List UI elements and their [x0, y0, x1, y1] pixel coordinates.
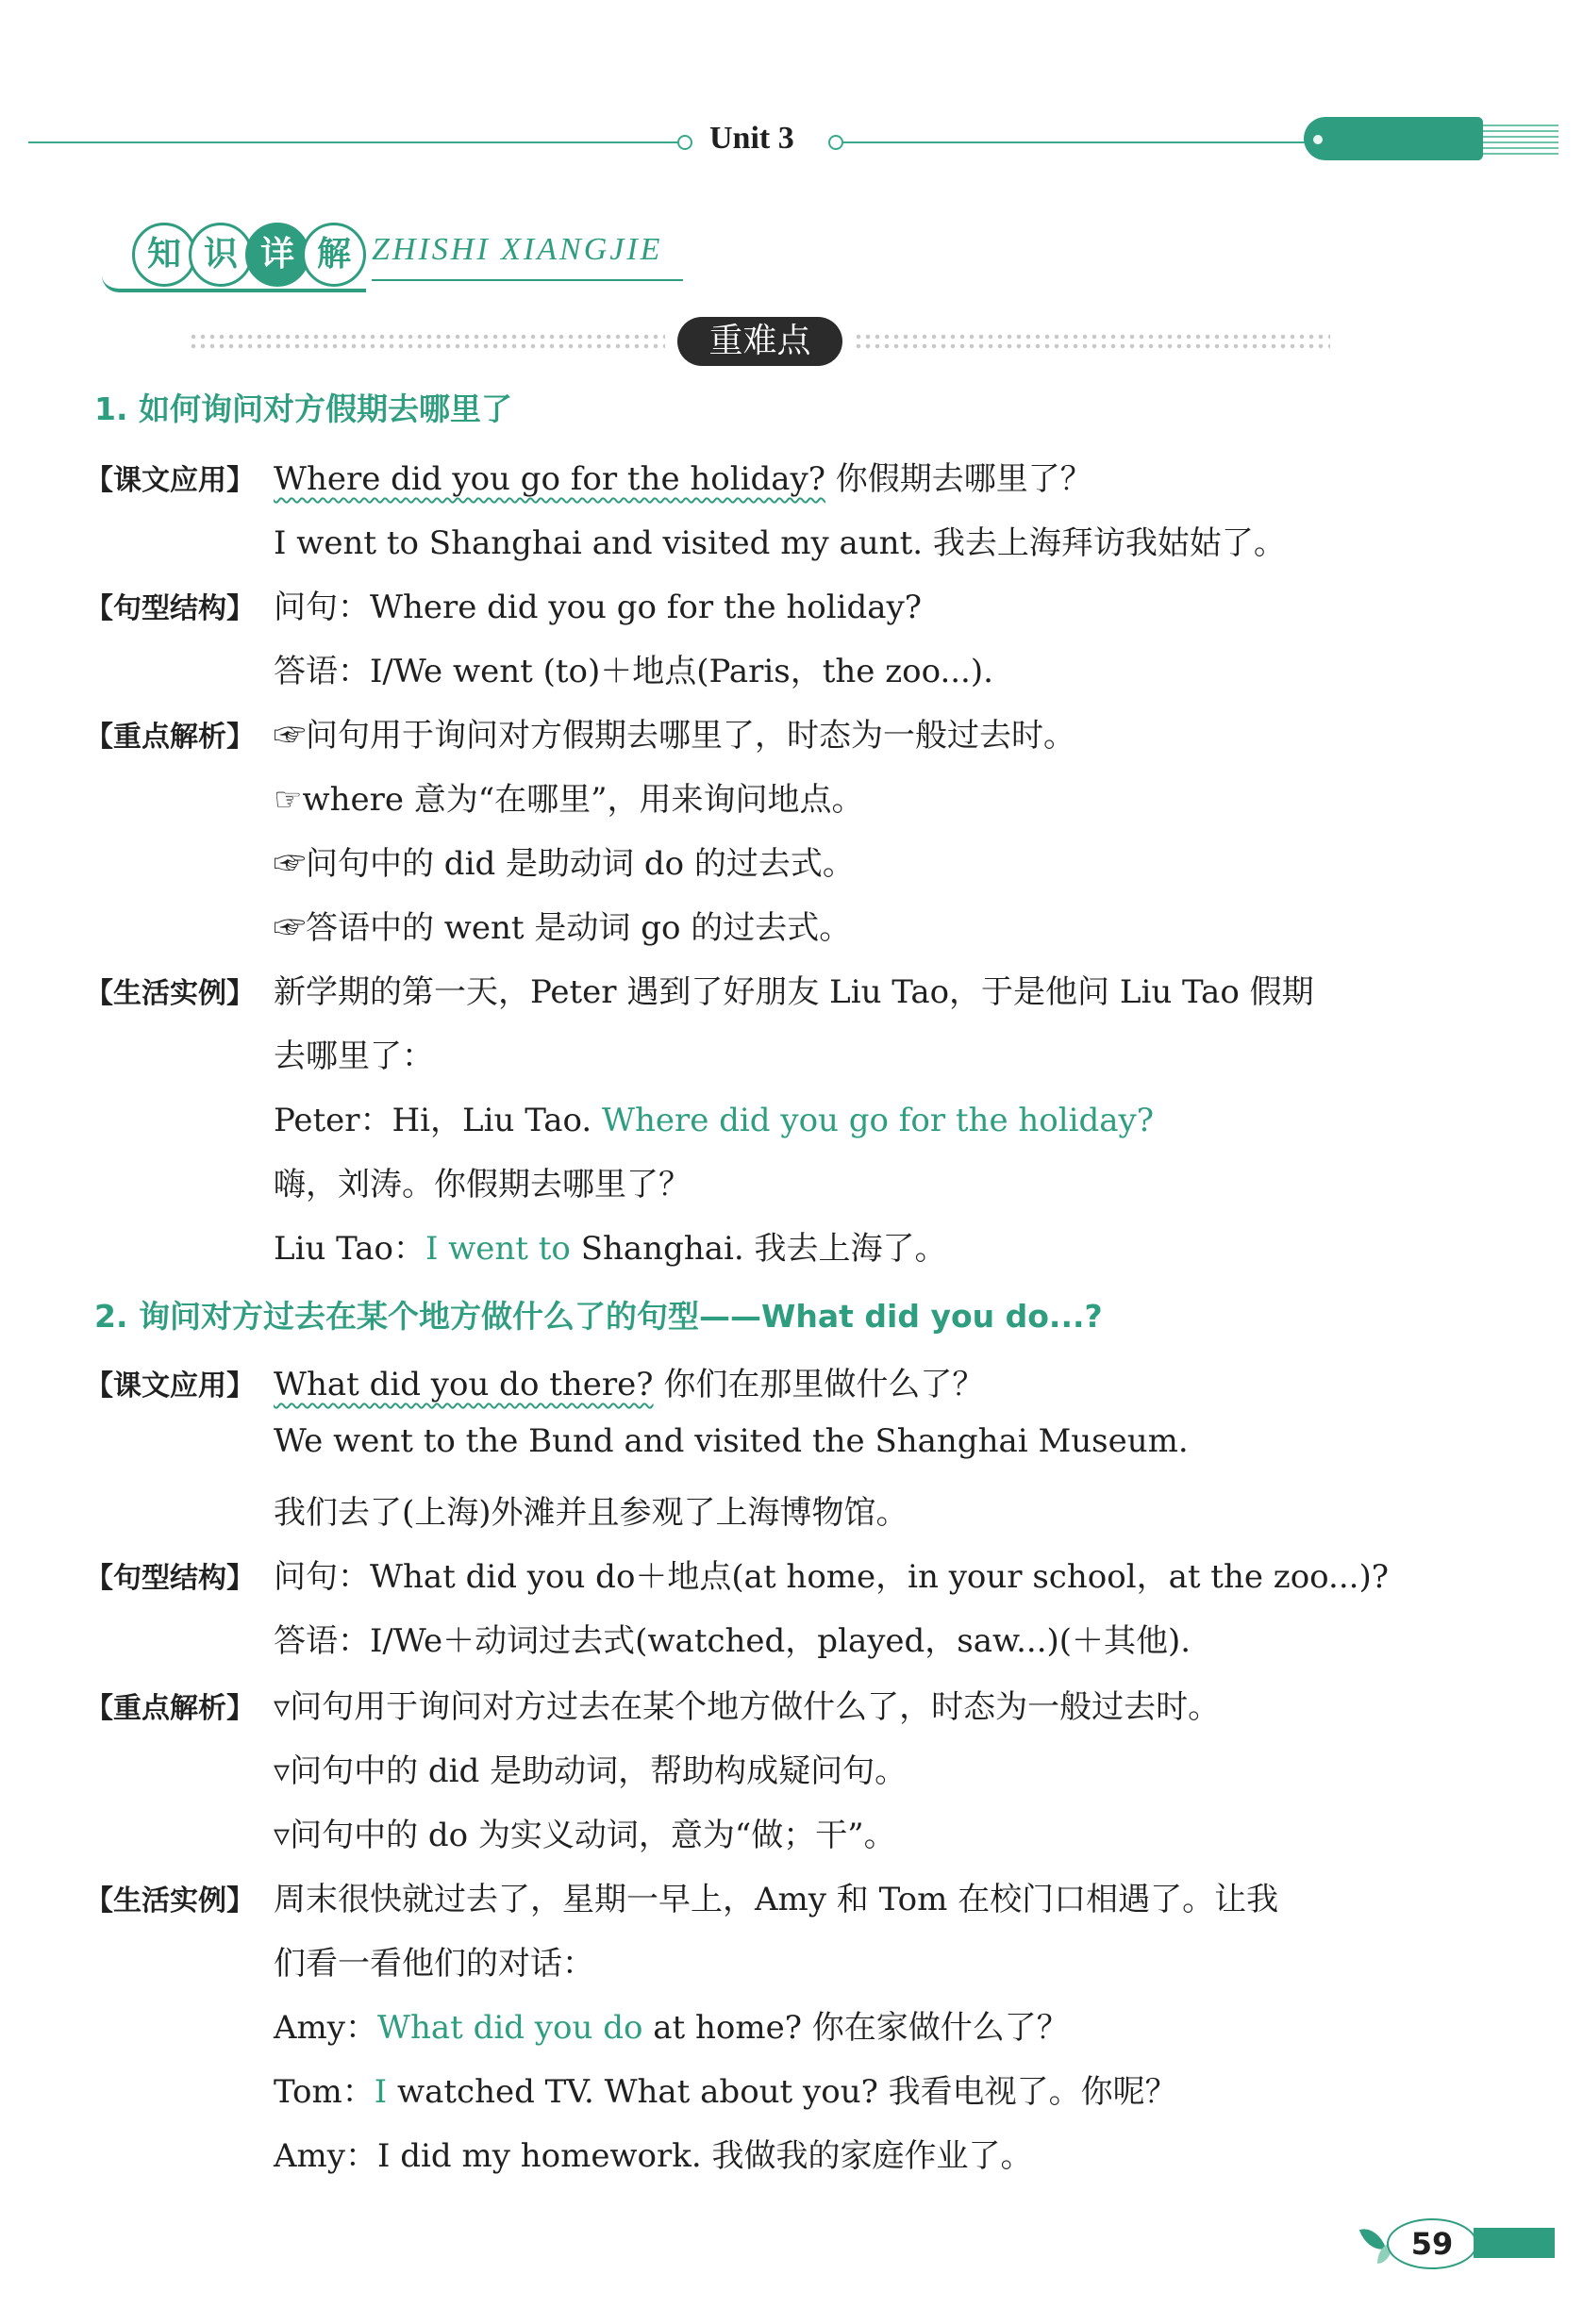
highlight-phrase: I went to: [425, 1230, 571, 1268]
speaker-label: Liu Tao：: [274, 1230, 425, 1268]
sec2-juxing-answer: 答语：I/We＋动词过去式(watched，played，saw...)(＋其他).: [274, 1622, 1191, 1660]
header-dot-left: [677, 135, 692, 150]
sec1-jiexi-point: ☞where 意为“在哪里”，用来询问地点。: [274, 781, 864, 819]
header-tab: [1304, 117, 1483, 160]
header-rule-left: [28, 141, 679, 143]
dialog-rest: at home? 你在家做什么了？: [642, 2009, 1069, 2047]
sec2-dialog-amy-2: Amy：I did my homework. 我做我的家庭作业了。: [274, 2137, 1033, 2175]
speaker-label: Amy：: [274, 2009, 378, 2047]
sec2-juxing-question: 问句：What did you do＋地点(at home，in your school，at the zoo...)?: [274, 1558, 1389, 1596]
sec2-title: 2. 询问对方过去在某个地方做什么了的句型——What did you do...?: [94, 1298, 1103, 1335]
sec2-jiexi-point: ▿问句用于询问对方过去在某个地方做什么了，时态为一般过去时。: [274, 1688, 1221, 1726]
banner-pinyin-underline: [372, 279, 683, 281]
sec1-juxing-question: 问句：Where did you go for the holiday?: [274, 589, 922, 626]
header-rule-right: [841, 141, 1313, 143]
banner-char-1: 知: [132, 223, 196, 287]
sec1-kewen-q-en: Where did you go for the holiday?: [274, 460, 825, 498]
speaker-label: Tom：: [274, 2073, 375, 2111]
page-number-bar: [1474, 2228, 1555, 2258]
sec2-shili-intro-cont: 们看一看他们的对话：: [274, 1945, 594, 1983]
sec2-dialog-amy: [274, 2001, 1069, 2048]
sec2-dialog-tom: [274, 2066, 1177, 2112]
sec1-kewen-answer: I went to Shanghai and visited my aunt. 我去上海拜访我姑姑了。: [274, 524, 1286, 562]
sec2-kewen-tag: 【课文应用】: [85, 1370, 255, 1403]
sec1-dialog-liutao: [274, 1222, 947, 1269]
header-tab-dot: [1313, 135, 1323, 144]
sec1-kewen-tag: 【课文应用】: [85, 464, 255, 497]
section-dots-right: [854, 332, 1330, 353]
section-tag: 重难点: [677, 317, 842, 366]
sec1-shili-intro-cont: 去哪里了：: [274, 1038, 434, 1075]
sec1-jiexi-point: ☞问句中的 did 是助动词 do 的过去式。: [274, 845, 855, 883]
highlight-phrase: Where did you go for the holiday?: [602, 1102, 1154, 1139]
sec2-kewen-answer: We went to the Bund and visited the Shanghai Museum.: [274, 1422, 1189, 1460]
highlight-phrase: What did you do: [377, 2009, 643, 2047]
sec2-kewen-answer-cn: 我们去了(上海)外滩并且参观了上海博物馆。: [274, 1494, 908, 1532]
banner-char-2: 识: [189, 223, 253, 287]
sec1-dialog-peter: [274, 1094, 1154, 1140]
sec1-shili-tag: 【生活实例】: [85, 977, 255, 1010]
sec2-jiexi-point: ▿问句中的 do 为实义动词，意为“做；干”。: [274, 1817, 896, 1854]
page-number: 59: [1387, 2218, 1477, 2269]
sec2-jiexi-tag: 【重点解析】: [85, 1692, 255, 1725]
sec1-dialog-peter-cn: 嗨，刘涛。你假期去哪里了？: [274, 1166, 691, 1204]
unit-label: Unit 3: [709, 121, 794, 156]
banner-pinyin: ZHISHI XIANGJIE: [372, 232, 663, 267]
sec1-jiexi-point: ☞答语中的 went 是动词 go 的过去式。: [274, 909, 852, 947]
speaker-label: Peter：Hi，Liu Tao.: [274, 1102, 602, 1139]
sec1-shili-intro: 新学期的第一天，Peter 遇到了好朋友 Liu Tao，于是他问 Liu Tao 假期: [274, 973, 1314, 1011]
sec2-kewen-q-en: What did you do there?: [274, 1366, 654, 1403]
header-stripes: [1483, 124, 1558, 155]
sec1-jiexi-tag: 【重点解析】: [85, 721, 255, 754]
banner-char-3: 详: [245, 223, 309, 287]
highlight-phrase: I: [374, 2073, 388, 2111]
sec2-shili-intro: 周末很快就过去了，星期一早上，Amy 和 Tom 在校门口相遇了。让我: [274, 1881, 1279, 1918]
banner-char-4: 解: [302, 223, 366, 287]
sec1-kewen-q-cn: 你假期去哪里了？: [825, 460, 1092, 498]
sec2-jiexi-point: ▿问句中的 did 是助动词，帮助构成疑问句。: [274, 1752, 908, 1790]
sec1-juxing-tag: 【句型结构】: [85, 592, 255, 625]
sec2-kewen-q-cn: 你们在那里做什么了？: [653, 1366, 985, 1403]
sec1-juxing-answer: 答语：I/We went (to)＋地点(Paris，the zoo...).: [274, 653, 993, 690]
sec2-kewen-question: [274, 1358, 984, 1404]
sec1-jiexi-point: ☞问句用于询问对方假期去哪里了，时态为一般过去时。: [274, 717, 1075, 755]
sec2-juxing-tag: 【句型结构】: [85, 1562, 255, 1595]
dialog-rest: Shanghai. 我去上海了。: [570, 1230, 947, 1268]
sec1-title: 1. 如何询问对方假期去哪里了: [94, 390, 512, 427]
section-dots-left: [189, 332, 665, 353]
dialog-rest: watched TV. What about you? 我看电视了。你呢？: [387, 2073, 1177, 2111]
sec2-shili-tag: 【生活实例】: [85, 1884, 255, 1917]
sec1-kewen-question: [274, 453, 1092, 499]
